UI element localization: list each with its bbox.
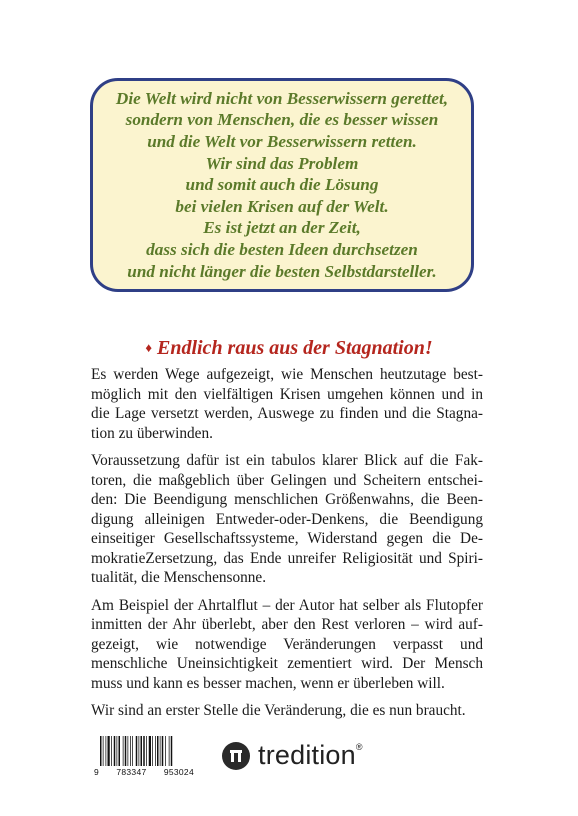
publisher-logo xyxy=(222,740,363,771)
blurb-paragraph: Wir sind an erster Stelle die Veränderung, die es nun braucht. xyxy=(91,702,466,719)
barcode-digit-lead: 9 xyxy=(94,767,100,777)
quote-line: und die Welt vor Besserwissern retten. xyxy=(147,132,417,152)
section-heading xyxy=(0,336,578,362)
diamond-bullet-icon: ♦ xyxy=(145,340,152,355)
tredition-logo-icon xyxy=(222,742,250,770)
quote-line: und nicht länger die besten Selbstdarsteller. xyxy=(127,261,437,281)
isbn-barcode xyxy=(94,736,194,780)
quote-line: und somit auch die Lösung xyxy=(185,175,379,195)
blurb-paragraph: Am Beispiel der Ahrtalflut – der Autor hat selber als Flutopfer inmitten der Ahr überlebt, aber den Rest verloren – wird aufgezeigt, wie notwendige Veränderungen verpasst und menschliche Uneinsichtigkeit zementiert wird. Der Mensch muss und kann es besser machen, wenn er überleben will. xyxy=(91,596,483,692)
publisher-name: tredition® xyxy=(258,740,363,770)
blurb-paragraph: Es werden Wege aufgezeigt, wie Menschen heutzutage bestmöglich mit den vielfältigen Krisen umgehen können und in die Lage versetzt werden, Auswege zu finden und die Stagnation zu überwinden. xyxy=(91,366,483,442)
blurb-text xyxy=(91,365,483,729)
quote-line: Wir sind das Problem xyxy=(205,153,359,173)
barcode-digit-group-right: 953024 xyxy=(163,767,194,777)
blurb-paragraph: Voraussetzung dafür ist ein tabulos klarer Blick auf die Faktoren, die maßgeblich über Gelingen und Scheitern entscheiden: Die Beendigung menschlichen Größenwahns, die Beendigung alleinigen Entweder-oder-Denkens, die Beendigung einseitiger Gesellschaftssysteme, Widerstand gegen die DemokratieZersetzung, das Ende unreifer Religiosität und Spiritualität, die Menschensonne. xyxy=(91,452,483,586)
quote-line: sondern von Menschen, die es besser wissen xyxy=(125,110,439,130)
section-heading-text: Endlich raus aus der Stagnation! xyxy=(156,337,433,359)
quote-line: bei vielen Krisen auf der Welt. xyxy=(175,196,389,216)
barcode-digit-group-left: 783347 xyxy=(116,767,147,777)
barcode-bars xyxy=(94,736,194,768)
registered-mark: ® xyxy=(355,742,363,752)
quote-box xyxy=(90,78,474,292)
barcode-digits xyxy=(94,767,194,777)
quote-line: dass sich die besten Ideen durchsetzen xyxy=(146,239,418,259)
quote-line: Es ist jetzt an der Zeit, xyxy=(203,218,361,238)
quote-line: Die Welt wird nicht von Besserwissern gerettet, xyxy=(115,88,449,108)
